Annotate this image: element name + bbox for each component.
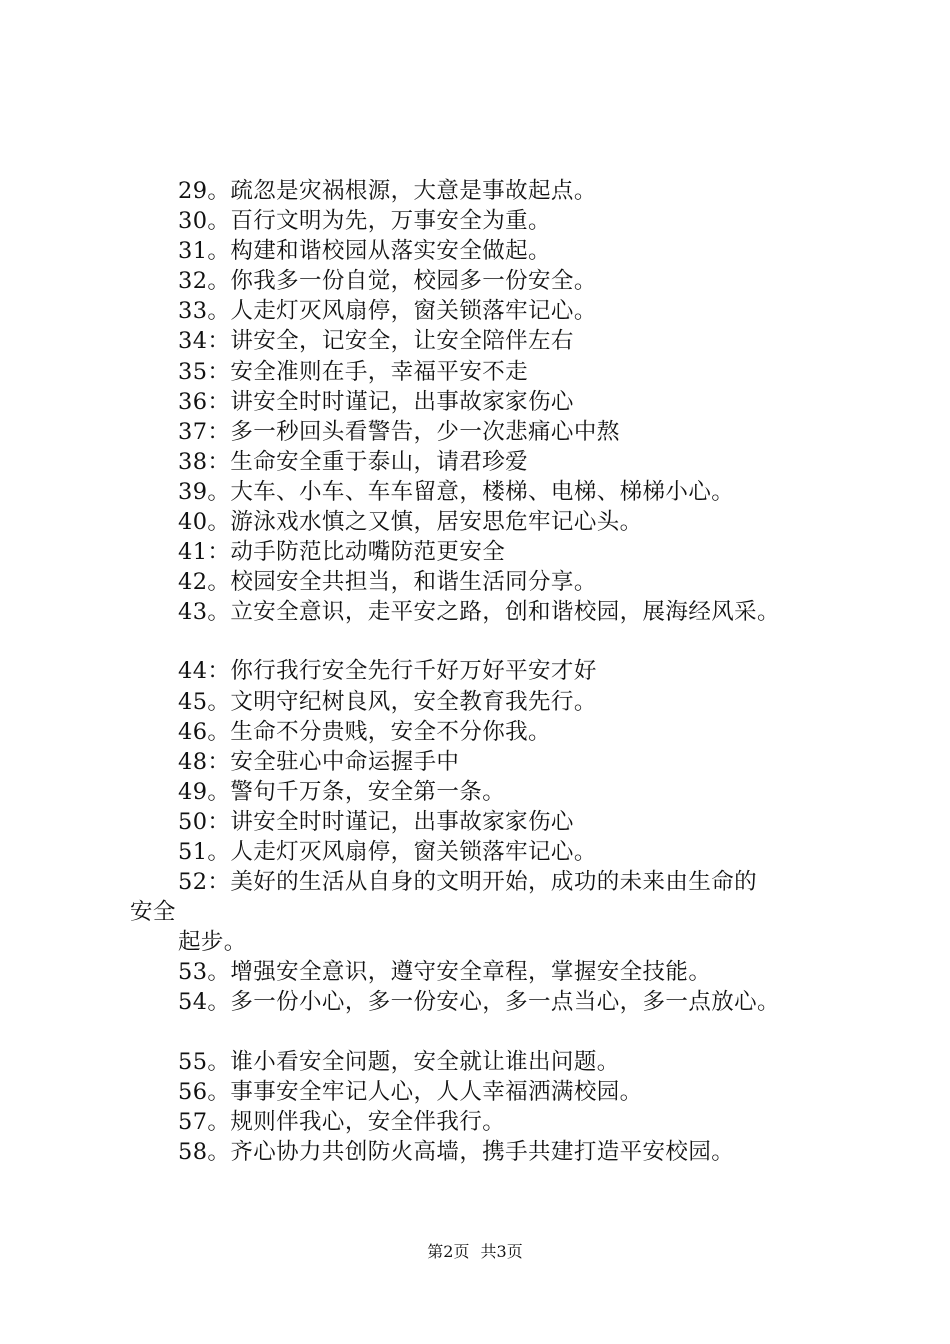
list-item: 51。人走灯灭风扇停，窗关锁落牢记心。 [178,838,597,865]
list-item: 45。文明守纪树良风，安全教育我先行。 [178,688,597,715]
list-item: 33。人走灯灭风扇停，窗关锁落牢记心。 [178,298,597,325]
page-number-total: 共3页 [480,1242,523,1261]
list-item: 48：安全驻心中命运握手中 [178,748,460,775]
list-item: 44：你行我行安全先行千好万好平安才好 [178,658,597,685]
list-item: 41：动手防范比动嘴防范更安全 [178,539,506,566]
list-item: 31。构建和谐校园从落实安全做起。 [178,238,551,265]
page-footer [0,1240,950,1264]
list-item: 34：讲安全，记安全，让安全陪伴左右 [178,328,574,355]
list-item: 39。大车、小车、车车留意，楼梯、电梯、梯梯小心。 [178,478,735,505]
list-item: 29。疏忽是灾祸根源，大意是事故起点。 [178,178,597,204]
list-item: 40。游泳戏水慎之又慎，居安思危牢记心头。 [178,509,643,536]
list-item: 32。你我多一份自觉，校园多一份安全。 [178,268,597,295]
list-item: 30。百行文明为先，万事安全为重。 [178,208,551,235]
list-item: 38：生命安全重于泰山，请君珍爱 [178,448,529,475]
list-item: 37：多一秒回头看警告，少一次悲痛心中熬 [178,418,620,445]
list-item: 55。谁小看安全问题，安全就让谁出问题。 [178,1048,620,1075]
list-item: 53。增强安全意识，遵守安全章程，掌握安全技能。 [178,959,712,986]
list-item: 54。多一份小心，多一份安心，多一点当心，多一点放心。 [178,989,780,1016]
slogan-list [0,176,950,1167]
list-item: 43。立安全意识，走平安之路，创和谐校园，展海经风采。 [178,599,780,626]
list-item: 56。事事安全牢记人心，人人幸福洒满校园。 [178,1078,643,1105]
list-item: 58。齐心协力共创防火高墙，携手共建打造平安校园。 [178,1138,735,1165]
list-item: 35：安全准则在手，幸福平安不走 [178,358,529,385]
list-item-continuation: 安全 [130,899,176,926]
list-item: 52：美好的生活从自身的文明开始，成功的未来由生命的 [178,869,758,896]
list-item-continuation: 起步。 [178,929,247,956]
page-number-current: 第2页 [427,1242,470,1261]
list-item: 49。警句千万条，安全第一条。 [178,778,506,805]
list-item: 50：讲安全时时谨记，出事故家家伤心 [178,808,574,835]
list-item: 57。规则伴我心，安全伴我行。 [178,1108,506,1135]
list-item: 42。校园安全共担当，和谐生活同分享。 [178,569,597,596]
list-item: 46。生命不分贵贱，安全不分你我。 [178,718,551,745]
list-item: 36：讲安全时时谨记，出事故家家伤心 [178,388,574,415]
